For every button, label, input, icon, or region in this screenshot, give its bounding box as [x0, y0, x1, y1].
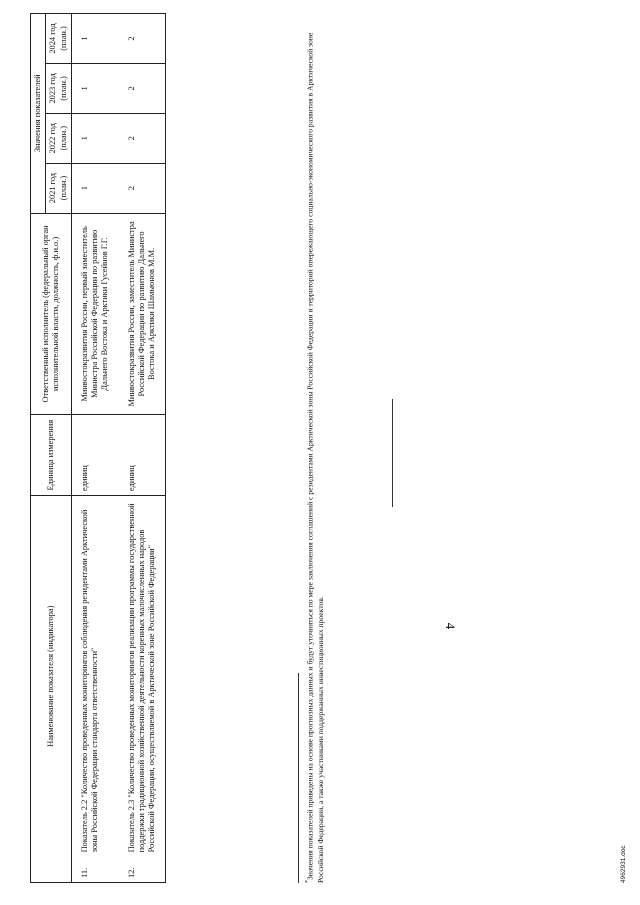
file-id: 4962931.doc: [620, 845, 627, 883]
row-indicator-name: Показатель 2.2 "Количество проведенных мониторингов соблюдения резидентами Арктической зоны Российской Федерации стандарта ответственности": [71, 496, 118, 857]
row-value-2022: 1: [71, 113, 118, 163]
indicators-table: [30, 13, 166, 883]
row-number: 11.: [71, 856, 118, 882]
row-value-2024: 1: [71, 14, 118, 64]
table-row: [71, 14, 118, 883]
row-executor: Минвостокразвития России, заместитель Министра Российской Федерации по развитию Дальнего Востока и Арктики Шамьюнов М.М.: [119, 213, 166, 415]
page-number: 4: [443, 622, 458, 630]
row-value-2023: 2: [119, 63, 166, 113]
row-value-2021: 2: [119, 163, 166, 213]
row-unit: единиц: [119, 415, 166, 496]
row-value-2023: 1: [71, 63, 118, 113]
footnote-text: Значения показателей приведены на основе прогнозных данных и будут уточняться по мере заключения соглашений с резидентами Арктической зоны Российской Федерации и территорий опережающего социально-экономического развития в Арктической зоне Российской Федерации, а также участниками поддержанных инвестиционных проектов.: [305, 32, 325, 883]
row-indicator-name: Показатель 2.3 "Количество проведенных мониторингов реализации программы государственной поддержки традиционной хозяйственной деятельности коренных малочисленных народов Российской Федерации, осуществляемой в Арктической зоне Российской Федерации": [119, 496, 166, 857]
header-indicator-name: Наименование показателя (индикатора): [31, 496, 72, 857]
header-unit: Единица измерения: [31, 415, 72, 496]
row-unit: единиц: [71, 415, 118, 496]
header-year-2023: 2023 год (план.): [46, 63, 72, 113]
header-num-cell: [31, 856, 72, 882]
header-year-2024: 2024 год (план.): [46, 14, 72, 64]
footnote: [304, 23, 326, 883]
table-header: [31, 14, 72, 883]
row-value-2021: 1: [71, 163, 118, 213]
table-row: [119, 14, 166, 883]
footnote-mark: *: [305, 880, 311, 883]
header-year-2021: 2021 год (план.): [46, 163, 72, 213]
row-value-2024: 2: [119, 14, 166, 64]
row-value-2022: 2: [119, 113, 166, 163]
row-executor: Минвостокразвития России, первый заместитель Министра Российской Федерации по развитию Дальнего Востока и Арктики Гусейнов Г.Г.: [71, 213, 118, 415]
header-year-2022: 2022 год (план.): [46, 113, 72, 163]
row-number: 12.: [119, 856, 166, 882]
center-divider-line: [392, 399, 393, 507]
header-executor: Ответственный исполнитель (федеральный орган исполнительной власти, должность, ф.и.о.): [31, 213, 72, 415]
footnote-rule: [298, 673, 299, 883]
header-values-group: Значения показателей: [31, 14, 46, 214]
